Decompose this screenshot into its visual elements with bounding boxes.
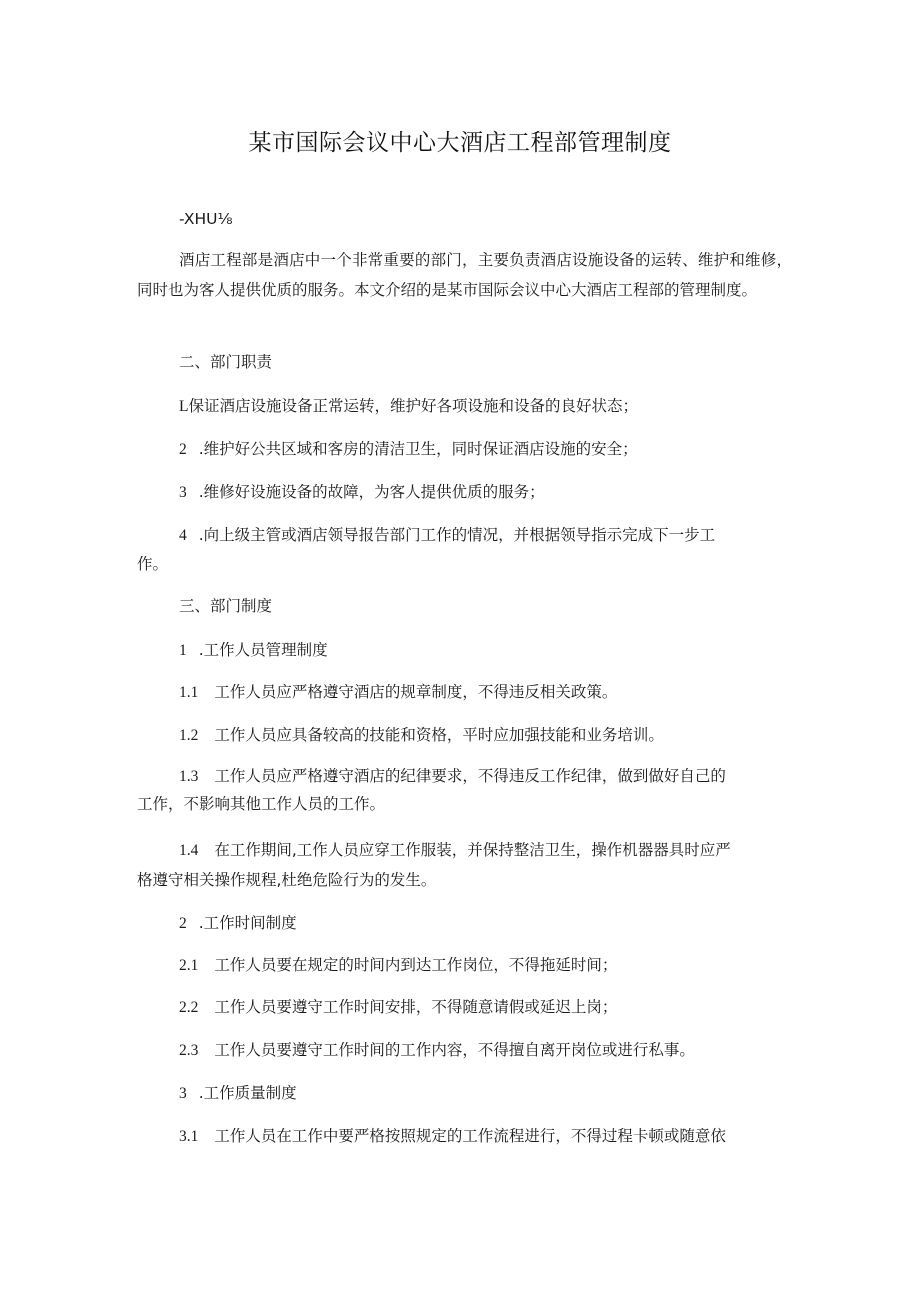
subsection-number: 1 — [179, 642, 187, 659]
rule-text: 工作人员要遵守工作时间安排，不得随意请假或延迟上岗； — [214, 998, 618, 1016]
duty-item-number: 3 — [179, 484, 187, 501]
rule-text: 工作人员应严格遵守酒店的纪律要求，不得违反工作纪律，做到做好自己的 — [214, 767, 726, 785]
rule-item-1-1 — [179, 677, 617, 708]
rule-item-2-2 — [179, 992, 617, 1023]
subsection-number: 3 — [179, 1085, 187, 1102]
rule-number: 2.3 — [179, 1042, 199, 1059]
duty-item-4 — [179, 520, 715, 551]
rule-item-1-3 — [179, 761, 726, 792]
rule-text: 工作人员应严格遵守酒店的规章制度，不得违反相关政策。 — [214, 683, 618, 701]
rule-item-2-3 — [179, 1035, 695, 1066]
subsection-heading-staff — [179, 635, 328, 666]
rule-item-3-1 — [179, 1121, 726, 1152]
rule-item-1-3-continued: 工作，不影响其他工作人员的工作。 — [137, 795, 386, 813]
rule-item-1-2 — [179, 720, 664, 751]
duty-item-text: 保证酒店设施设备正常运转，维护好各项设施和设备的良好状态； — [188, 397, 638, 415]
duty-item-3 — [179, 477, 545, 508]
rule-number: 2.1 — [179, 957, 199, 974]
rule-text: 工作人员要在规定的时间内到达工作岗位，不得拖延时间； — [214, 956, 618, 974]
rule-number: 1.1 — [179, 684, 199, 701]
section-heading-rules: 三、部门制度 — [179, 597, 273, 615]
subsection-number: 2 — [179, 915, 187, 932]
subsection-title: .工作人员管理制度 — [198, 641, 328, 659]
rule-number: 1.2 — [179, 727, 199, 744]
duty-item-number: 2 — [179, 441, 187, 458]
subsection-title: .工作质量制度 — [198, 1084, 297, 1102]
duty-item-text: .维护好公共区域和客房的清洁卫生，同时保证酒店设施的安全； — [198, 440, 638, 458]
rule-text: 工作人员在工作中要严格按照规定的工作流程进行，不得过程卡顿或随意依 — [214, 1127, 726, 1145]
duty-item-4-continued: 作。 — [137, 555, 169, 573]
rule-number: 1.3 — [179, 768, 199, 785]
section-heading-duties: 二、部门职责 — [179, 353, 273, 371]
rule-item-1-4-continued: 格遵守相关操作规程,杜绝危险行为的发生。 — [137, 871, 437, 889]
duty-item-2 — [179, 434, 638, 465]
subsection-heading-quality — [179, 1078, 297, 1109]
duty-item-text: .向上级主管或酒店领导报告部门工作的情况，并根据领导指示完成下一步工 — [198, 526, 716, 544]
garbled-text: -XHU⅛ — [179, 210, 233, 228]
document-title: 某市国际会议中心大酒店工程部管理制度 — [248, 130, 672, 156]
subsection-heading-hours — [179, 908, 297, 939]
rule-number: 3.1 — [179, 1128, 199, 1145]
subsection-title: .工作时间制度 — [198, 914, 297, 932]
intro-paragraph: 酒店工程部是酒店中一个非常重要的部门，主要负责酒店设施设备的运转、维护和维修，同时也为客人提供优质的服务。本文介绍的是某市国际会议中心大酒店工程部的管理制度。 — [137, 251, 792, 299]
duty-item-1 — [179, 391, 638, 422]
rule-item-1-4 — [179, 835, 731, 866]
rule-item-2-1 — [179, 950, 617, 981]
rule-number: 1.4 — [179, 842, 199, 859]
rule-text: 工作人员应具备较高的技能和资格，平时应加强技能和业务培训。 — [214, 726, 664, 744]
rule-number: 2.2 — [179, 999, 199, 1016]
duty-item-number: 4 — [179, 527, 187, 544]
duty-item-number: L — [179, 398, 189, 415]
duty-item-text: .维修好设施设备的故障，为客人提供优质的服务； — [198, 483, 545, 501]
rule-text: 在工作期间,工作人员应穿工作服装，并保持整洁卫生，操作机器器具时应严 — [214, 841, 731, 859]
rule-text: 工作人员要遵守工作时间的工作内容，不得擅自离开岗位或进行私事。 — [214, 1041, 695, 1059]
